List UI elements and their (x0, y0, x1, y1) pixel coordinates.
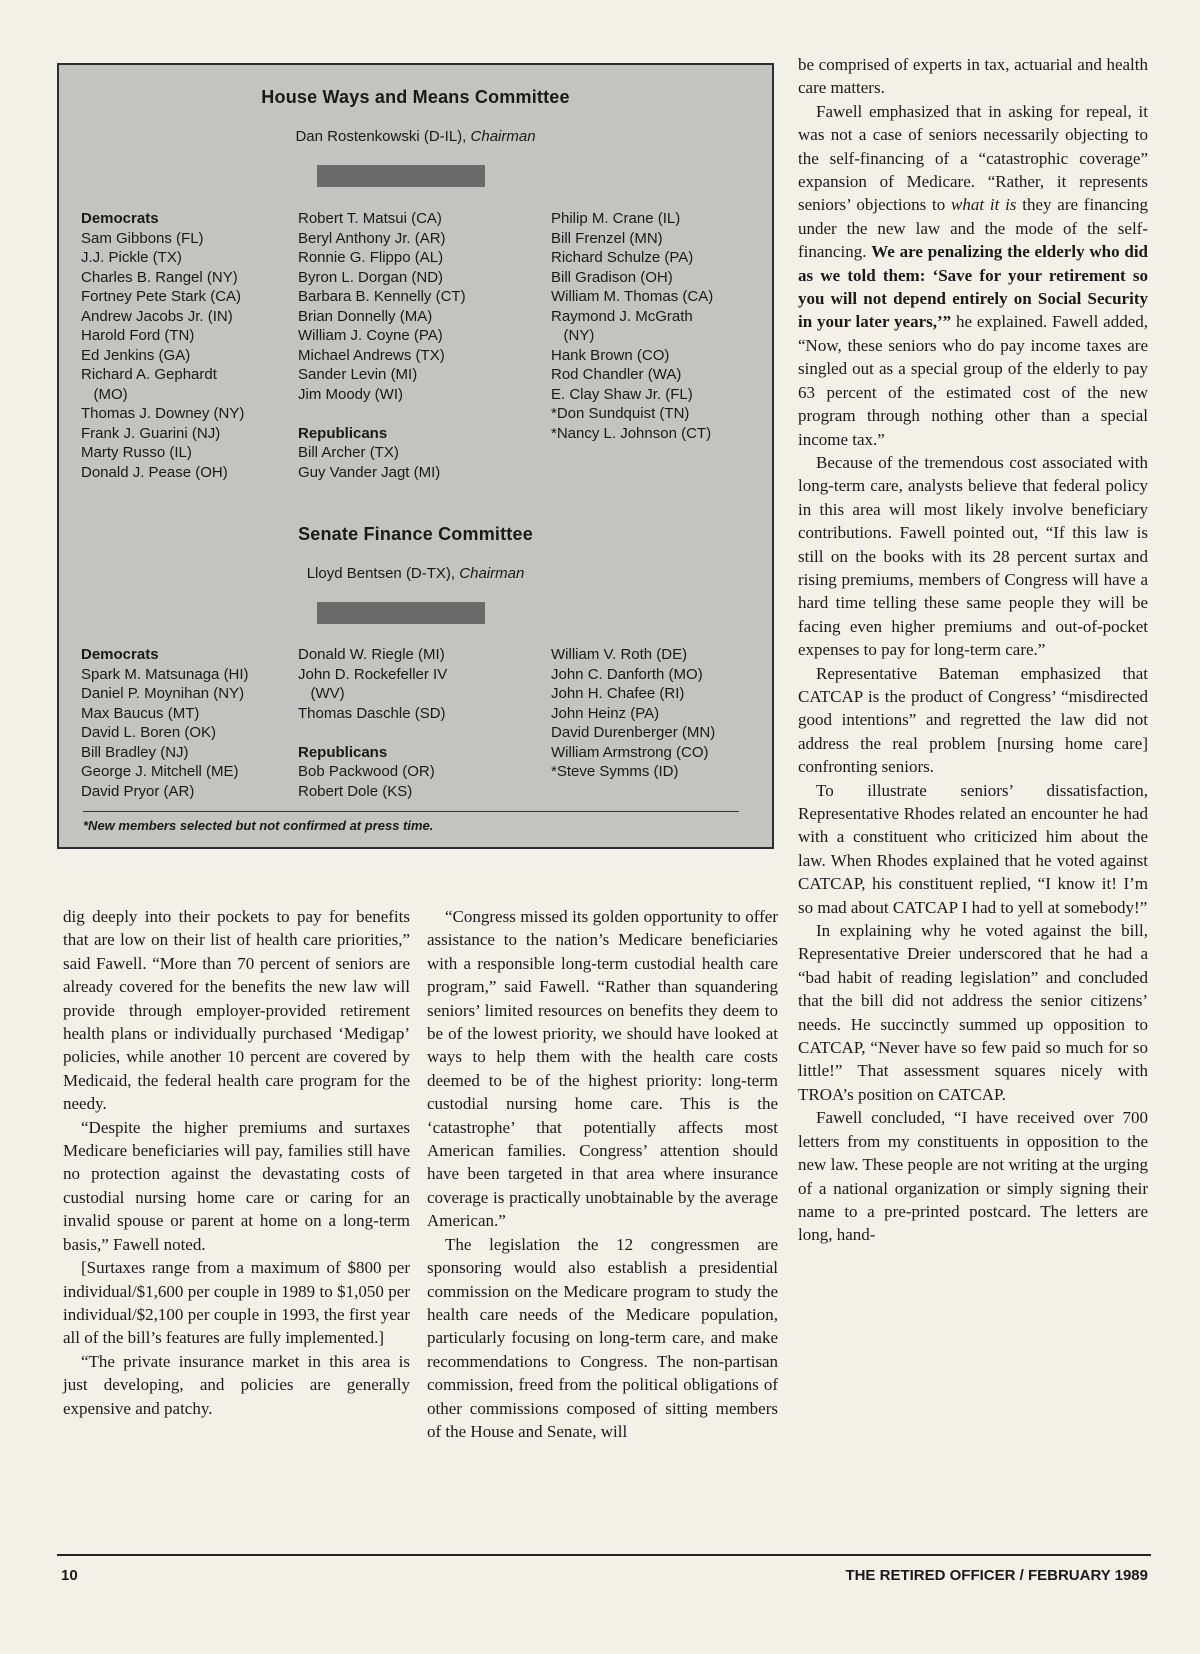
house-divider-bar (317, 165, 485, 187)
paragraph: [Surtaxes range from a maximum of $800 per individual/$1,600 per couple in 1989 to $1,050 per individual/$2,100 per couple in 1993, the first year all of the bill’s features are fully implemented.] (63, 1258, 410, 1348)
article-column-2 (427, 905, 778, 1443)
house-member: *Don Sundquist (TN) (551, 405, 690, 422)
senate-member: John D. Rockefeller IV (298, 665, 448, 683)
house-member: Harold Ford (TN) (81, 327, 195, 344)
senate-member: Thomas Daschle (SD) (298, 704, 446, 722)
senate-member: Spark M. Matsunaga (HI) (81, 665, 249, 683)
house-member: Richard Schulze (PA) (551, 249, 694, 266)
senate-member: John C. Danforth (MO) (551, 665, 703, 683)
house-republicans-heading: Republicans (298, 424, 388, 442)
senate-member: William V. Roth (DE) (551, 646, 688, 663)
senate-column-3 (551, 645, 715, 782)
house-member: Frank J. Guarini (NJ) (81, 424, 221, 442)
house-chairman-name: Dan Rostenkowski (D-IL), (295, 128, 471, 145)
paragraph: Fawell concluded, “I have received over 700 letters from my constituents in opposition to the new law. These people are not writing at the urging of a national organization or simply signing their name to a pre-printed postcard. The letters are long, hand- (798, 1108, 1148, 1245)
senate-committee-title: Senate Finance Committee (298, 524, 533, 544)
senate-column-1 (81, 645, 249, 801)
paragraph: dig deeply into their pockets to pay for benefits that are low on their list of health care priorities,” said Fawell. “More than 70 percent of seniors are already covered for the benefits the new law will provide through employer-provided retirement health plans or individually purchased ‘Medigap’ policies, while another 10 percent are covered by Medicaid, the federal health care program for the needy. (63, 907, 410, 1114)
senate-member: Bill Bradley (NJ) (81, 743, 189, 761)
house-member: Andrew Jacobs Jr. (IN) (81, 307, 233, 325)
paragraph: “Despite the higher premiums and surtaxes Medicare beneficiaries will pay, families still have no protection against the devastating costs of custodial nursing home care or caring for an invalid spouse or parent at home on a long-term basis,” Fawell noted. (63, 1117, 410, 1254)
house-member: Bill Frenzel (MN) (551, 229, 663, 247)
house-member: Donald J. Pease (OH) (81, 463, 228, 481)
paragraph: Because of the tremendous cost associated with long-term care, analysts believe that federal policy in this area will most likely involve beneficiary contributions. Fawell pointed out, “If this law is still on the books with its 28 percent surtax and rising premiums, members of Congress will have a hard time telling these same people they will be facing even higher premiums and out-of-pocket expenses to pay for long-term care.” (798, 452, 1148, 660)
text-run: he explained. Fawell added, “Now, these seniors who do pay income taxes are singled out as a special group of the elderly to pay 63 percent of the estimated cost of the new program through nothing other than a special income tax.” (798, 312, 1148, 449)
house-member: Richard A. Gephardt (81, 366, 217, 383)
house-member: Ronnie G. Flippo (AL) (298, 249, 444, 266)
house-member: William J. Coyne (PA) (298, 327, 443, 344)
senate-member: David Pryor (AR) (81, 782, 195, 800)
house-column-1 (81, 209, 244, 482)
house-member: J.J. Pickle (TX) (81, 249, 182, 266)
senate-member: *Steve Symms (ID) (551, 763, 679, 780)
committee-roster-box (57, 63, 774, 849)
house-member: Philip M. Crane (IL) (551, 210, 681, 227)
house-member: (NY) (551, 327, 595, 344)
paragraph: “The private insurance market in this area is just developing, and policies are generally expensive and patchy. (63, 1351, 410, 1418)
house-member: Marty Russo (IL) (81, 444, 192, 461)
senate-member: John Heinz (PA) (551, 704, 660, 722)
senate-member: Bob Packwood (OR) (298, 763, 435, 780)
house-member: Fortney Pete Stark (CA) (81, 288, 242, 305)
house-member: Bill Gradison (OH) (551, 268, 673, 286)
publication-line: THE RETIRED OFFICER / FEBRUARY 1989 (845, 1567, 1148, 1584)
senate-member: George J. Mitchell (ME) (81, 763, 239, 780)
senate-democrats-heading: Democrats (81, 646, 159, 663)
house-member: Bill Archer (TX) (298, 444, 399, 461)
senate-republicans-heading: Republicans (298, 743, 388, 761)
paragraph: be comprised of experts in tax, actuarial and health care matters. (798, 55, 1148, 98)
house-column-3 (551, 209, 713, 443)
senate-member: Robert Dole (KS) (298, 782, 413, 800)
senate-member: (WV) (298, 685, 345, 702)
senate-member: Donald W. Riegle (MI) (298, 646, 445, 663)
house-member: Byron L. Dorgan (ND) (298, 268, 444, 286)
house-member: Guy Vander Jagt (MI) (298, 463, 441, 481)
house-member: Michael Andrews (TX) (298, 346, 445, 364)
house-committee-title: House Ways and Means Committee (261, 87, 570, 107)
house-member: Ed Jenkins (GA) (81, 346, 191, 364)
paragraph (798, 100, 1148, 451)
house-member: Hank Brown (CO) (551, 346, 670, 364)
spacer (298, 723, 447, 743)
house-member: Thomas J. Downey (NY) (81, 405, 245, 422)
house-member: Sam Gibbons (FL) (81, 229, 204, 247)
senate-member: William Armstrong (CO) (551, 743, 709, 761)
house-democrats-heading: Democrats (81, 210, 159, 227)
house-chairman-role: Chairman (470, 128, 536, 145)
house-member: Raymond J. McGrath (551, 307, 693, 325)
house-member: Brian Donnelly (MA) (298, 307, 433, 325)
text-run: Fawell emphasized that in asking for repeal, it was not a case of seniors necessarily objecting to the self-financing of a “catastrophic coverage” expansion of Medicare. “Rather, it represents seniors’ objections to (798, 101, 1148, 215)
house-member: Robert T. Matsui (CA) (298, 210, 442, 227)
senate-chairman-role: Chairman (459, 565, 525, 582)
page-number: 10 (61, 1567, 78, 1584)
footnote: *New members selected but not confirmed at press time. (83, 818, 434, 833)
paragraph: In explaining why he voted against the bill, Representative Dreier underscored that he had a “bad habit of reading legislation” and concluded that the bill did not address the senior citizens’ needs. He succinctly summed up opposition to CATCAP, “Never have so few paid so much for so little!” That assessment squares nicely with TROA’s position on CATCAP. (798, 921, 1148, 1104)
footer-rule (57, 1554, 1151, 1556)
senate-divider-bar (317, 602, 485, 624)
paragraph: To illustrate seniors’ dissatisfaction, Representative Rhodes related an encounter he had with a constituent who criticized him about the law. When Rhodes explained that he voted against CATCAP, his constituent replied, “I know it! I’m so mad about CATCAP I had to yell at somebody!” (798, 780, 1148, 917)
senate-chairman-name: Lloyd Bentsen (D-TX), (306, 565, 460, 582)
senate-column-2 (298, 645, 447, 801)
spacer (298, 404, 466, 424)
senate-member: Daniel P. Moynihan (NY) (81, 685, 245, 702)
senate-member: David Durenberger (MN) (551, 724, 716, 741)
house-member: Barbara B. Kennelly (CT) (298, 288, 466, 305)
senate-member: Max Baucus (MT) (81, 704, 200, 722)
house-member: Sander Levin (MI) (298, 366, 418, 383)
house-column-2 (298, 209, 466, 482)
house-member: *Nancy L. Johnson (CT) (551, 424, 712, 442)
senate-member: David L. Boren (OK) (81, 724, 217, 741)
text-run: they are financing under the new law and the mode of the self-financing. (798, 195, 1148, 262)
bold-quote: We are penalizing the elderly who did as we told them: ‘Save for your retirement so you will not depend entirely on Social Security in your later years,’” (798, 242, 1148, 332)
house-member: E. Clay Shaw Jr. (FL) (551, 385, 693, 403)
house-member: Jim Moody (WI) (298, 385, 403, 403)
senate-member: John H. Chafee (RI) (551, 685, 685, 702)
senate-chairman-line (59, 565, 772, 582)
paragraph: “Congress missed its golden opportunity to offer assistance to the nation’s Medicare beneficiaries with a responsible long-term custodial health care program,” said Fawell. “Rather than squandering seniors’ limited resources on benefits they deem to be of the lowest priority, we should have looked at ways to help them with the health care costs deemed to be of the highest priority: long-term custodial nursing home care. This is the ‘catastrophe’ that potentially affects most American families. Congress’ attention should have been targeted in that area where insurance coverage is practically unobtainable by the average American.” (427, 907, 778, 1231)
italic-run: what it is (951, 195, 1017, 215)
article-column-3 (798, 53, 1148, 1247)
footnote-rule (83, 811, 739, 812)
house-member: Rod Chandler (WA) (551, 366, 682, 383)
house-chairman-line (59, 128, 772, 145)
paragraph: The legislation the 12 congressmen are sponsoring would also establish a presidential commission on the Medicare program to study the health care needs of the Medicare population, particularly focusing on long-term care, and make recommendations to Congress. The non-partisan commission, freed from the political obligations of other commissions composed of sitting members of the House and Senate, will (427, 1234, 778, 1441)
house-member: Charles B. Rangel (NY) (81, 268, 238, 286)
article-column-1 (63, 905, 410, 1420)
paragraph: Representative Bateman emphasized that CATCAP is the product of Congress’ “misdirected good intentions” and regretted the law did not address the real problem [nursing home care] confronting seniors. (798, 663, 1148, 777)
house-member: (MO) (81, 385, 128, 403)
house-member: Beryl Anthony Jr. (AR) (298, 229, 446, 247)
house-member: William M. Thomas (CA) (551, 288, 714, 305)
